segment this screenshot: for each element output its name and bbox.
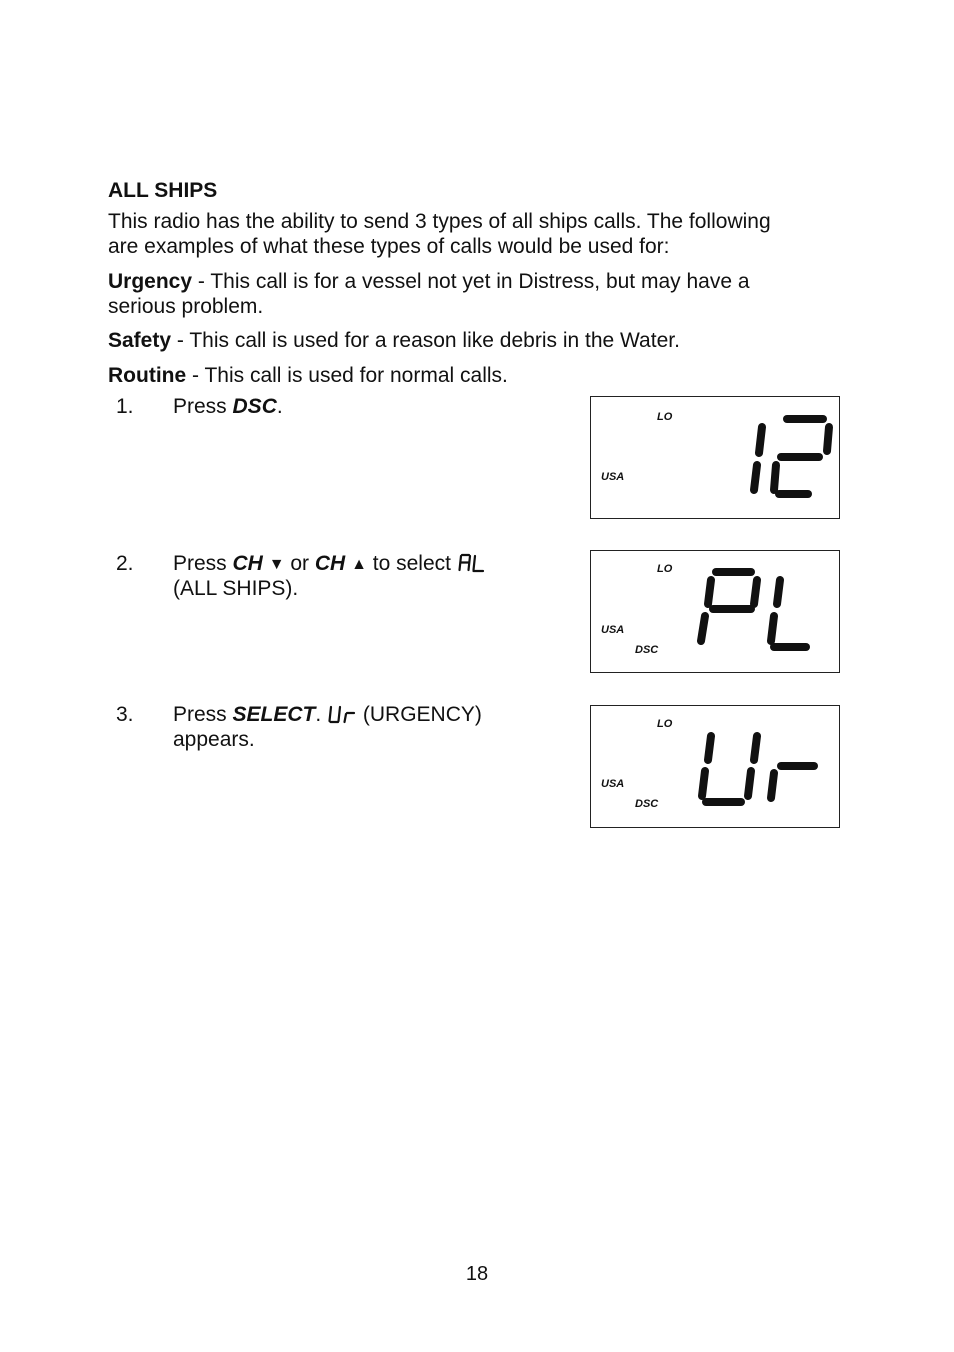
intro-line-2: are examples of what these types of calls would be used for:: [108, 235, 670, 258]
lcd-digits-al: [591, 551, 841, 674]
lo-indicator: LO: [657, 563, 673, 575]
lo-indicator: LO: [657, 718, 673, 730]
lcd-display-all-ships: [590, 550, 840, 673]
urgency-description-cont: serious problem.: [108, 295, 264, 318]
lcd-display-urgency: [590, 705, 840, 828]
up-arrow-icon: ▲: [351, 556, 367, 573]
routine-description: Routine - This call is used for normal calls.: [108, 364, 508, 387]
page-number: 18: [465, 1263, 489, 1285]
step-2-text: Press CH ▼ or CH ▲ to select: [173, 551, 485, 579]
step-1-text: Press DSC.: [173, 395, 283, 418]
urgency-description: Urgency - This call is for a vessel not yet in Distress, but may have a: [108, 270, 750, 293]
step-1-number: 1.: [116, 395, 134, 418]
al-segment-symbol: [457, 553, 485, 579]
dsc-indicator: DSC: [635, 798, 659, 810]
step-3-text: Press SELECT. (URGENCY): [173, 702, 482, 730]
step-2-number: 2.: [116, 552, 134, 575]
usa-indicator: USA: [601, 778, 625, 790]
safety-description: Safety - This call is used for a reason like debris in the Water.: [108, 329, 680, 352]
usa-indicator: USA: [601, 471, 625, 483]
down-arrow-icon: ▼: [268, 556, 285, 573]
section-title: ALL SHIPS: [108, 179, 218, 202]
lcd-digits-ur: [591, 706, 841, 829]
step-3-text-cont: appears.: [173, 728, 255, 751]
ur-segment-symbol: [327, 704, 357, 730]
dsc-indicator: DSC: [635, 644, 659, 656]
lcd-digits-12: [591, 397, 841, 520]
step-2-text-cont: (ALL SHIPS).: [173, 577, 299, 600]
lo-indicator: LO: [657, 411, 673, 423]
step-3-number: 3.: [116, 703, 134, 726]
intro-line-1: This radio has the ability to send 3 types of all ships calls. The following: [108, 210, 771, 233]
usa-indicator: USA: [601, 624, 625, 636]
lcd-display-channel-12: [590, 396, 840, 519]
